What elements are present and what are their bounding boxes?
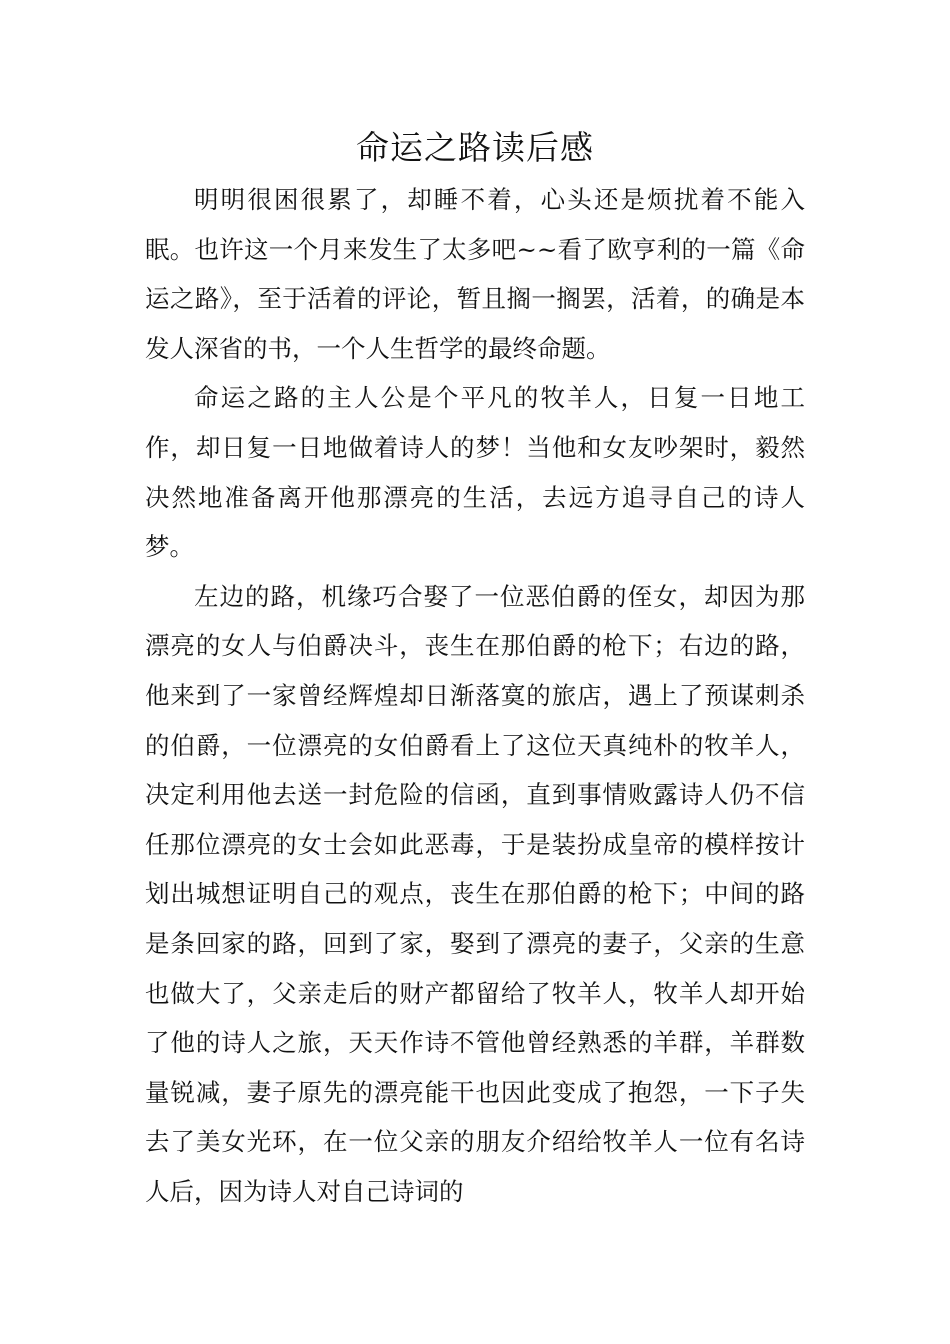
document-title: 命运之路读后感 <box>356 128 594 167</box>
document-body <box>145 175 805 1216</box>
paragraph-1: 明明很困很累了，却睡不着，心头还是烦扰着不能入眠。也许这一个月来发生了太多吧~~看了欧亨利的一篇《命运之路》，至于活着的评论，暂且搁一搁罢，活着，的确是本发人深省的书，一个人生哲学的最终命题。 <box>145 185 805 363</box>
paragraph-3: 左边的路，机缘巧合娶了一位恶伯爵的侄女，却因为那漂亮的女人与伯爵决斗，丧生在那伯爵的枪下；右边的路，他来到了一家曾经辉煌却日渐落寞的旅店，遇上了预谋刺杀的伯爵，一位漂亮的女伯爵看上了这位天真纯朴的牧羊人，决定利用他去送一封危险的信函，直到事情败露诗人仍不信任那位漂亮的女士会如此恶毒，于是装扮成皇帝的模样按计划出城想证明自己的观点，丧生在那伯爵的枪下；中间的路是条回家的路，回到了家，娶到了漂亮的妻子，父亲的生意也做大了，父亲走后的财产都留给了牧羊人，牧羊人却开始了他的诗人之旅，天天作诗不管他曾经熟悉的羊群，羊群数量锐减，妻子原先的漂亮能干也因此变成了抱怨，一下子失去了美女光环，在一位父亲的朋友介绍给牧羊人一位有名诗人后，因为诗人对自己诗词的 <box>145 581 805 1206</box>
paragraph-2: 命运之路的主人公是个平凡的牧羊人，日复一日地工作，却日复一日地做着诗人的梦！当他和女友吵架时，毅然决然地准备离开他那漂亮的生活，去远方追寻自己的诗人梦。 <box>145 383 805 562</box>
